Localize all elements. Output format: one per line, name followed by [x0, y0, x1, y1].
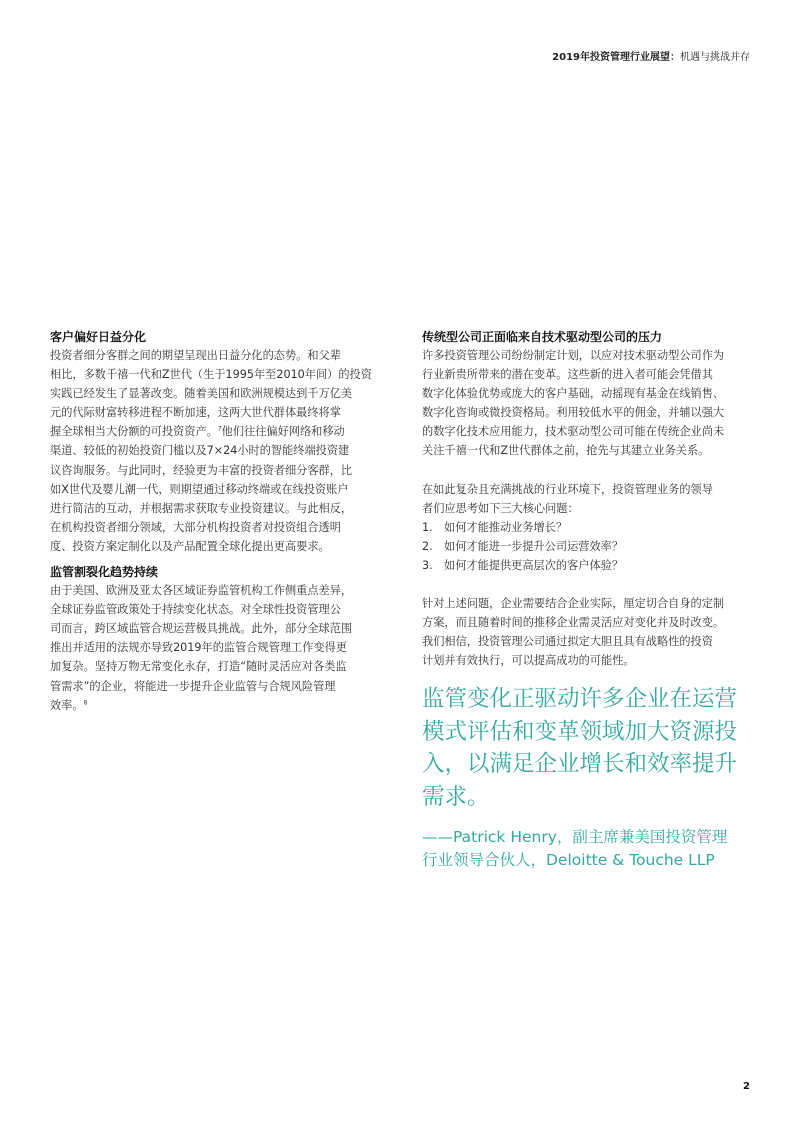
paragraph-line: 渠道、较低的初始投资门槛以及7×24小时的智能终端投资建	[50, 444, 350, 458]
list-item	[422, 556, 752, 575]
pull-quote	[422, 683, 762, 813]
spacer	[50, 556, 380, 563]
paragraph-line: 方案，而且随着时间的推移企业需灵活应对变化并及时改变。	[422, 616, 725, 630]
pull-quote-line: 模式评估和变革领域加大资源投	[422, 718, 738, 745]
paragraph-line: 由于美国、欧洲及亚太各区域证券监管机构工作侧重点差异，	[50, 584, 353, 598]
attribution-line: 行业领导合伙人，Deloitte & Touche LLP	[422, 851, 715, 869]
paragraph-line: 关注千禧一代和Z世代群体之前，抢先与其建立业务关系。	[422, 444, 710, 458]
left-column	[50, 328, 380, 715]
paragraph-line: 加复杂。坚持万物无常变化永存，打造“随时灵活应对各类监	[50, 660, 347, 674]
paragraph-line: 者们应思考如下三大核心问题：	[422, 501, 579, 515]
client-preference-paragraph	[50, 346, 380, 556]
report-subtitle: 机遇与挑战并存	[680, 52, 750, 63]
paragraph-line: 许多投资管理公司纷纷制定计划，以应对技术驱动型公司作为	[422, 349, 725, 362]
attribution-line: ——Patrick Henry，副主席兼美国投资管理	[422, 828, 728, 846]
paragraph-line: 管需求”的企业，将能进一步提升企业监管与合规风险管理	[50, 679, 336, 693]
pull-quote-line: 需求。	[422, 783, 490, 810]
list-item-number: 3.	[422, 558, 433, 572]
paragraph-line: 针对上述问题，企业需要结合企业实际，厘定切合自身的定制	[422, 597, 725, 611]
list-item-text: 如何才能推动业务增长？	[444, 520, 568, 534]
paragraph-line: 元的代际财富转移进程不断加速，这两大世代群体最终将掌	[50, 406, 341, 420]
pull-quote-line: 监管变化正驱动许多企业在运营	[422, 686, 738, 712]
spacer	[422, 461, 752, 480]
paragraph-line: 司而言，跨区域监管合规运营极具挑战。此外，部分全球范围	[50, 622, 353, 636]
paragraph-line: 我们相信，投资管理公司通过拟定大胆且具有战略性的投资	[422, 635, 713, 649]
running-header	[552, 48, 750, 63]
paragraph-line: 他们往往偏好网络和移动	[221, 425, 345, 439]
section-heading-tech-pressure: 传统型公司正面临来自技术驱动型公司的压力	[422, 330, 663, 344]
section-heading-client-preference: 客户偏好日益分化	[50, 330, 147, 344]
paragraph-line: 投资者细分客群之间的期望呈现出日益分化的态势。和父辈	[50, 349, 341, 362]
regulation-paragraph	[50, 581, 380, 715]
paragraph-line: 的数字化技术应用能力，技术驱动型公司可能在传统企业尚未	[422, 425, 725, 439]
list-item	[422, 518, 752, 537]
spacer	[422, 575, 752, 594]
paragraph-line: 在如此复杂且充满挑战的行业环境下，投资管理业务的领导	[422, 482, 713, 496]
list-item	[422, 537, 752, 556]
list-item-number: 2.	[422, 539, 433, 553]
footnote-ref[interactable]: 7	[217, 425, 222, 433]
paragraph-line: 实践已经发生了显著改变。随着美国和欧洲规模达到千万亿美	[50, 387, 353, 401]
paragraph-line: 握全球相当大份额的可投资资产。	[50, 425, 218, 439]
paragraph-line: 数字化体验优势或庞大的客户基础，动摇现有基金在线销售、	[422, 387, 725, 401]
conclusion-paragraph	[422, 594, 752, 670]
paragraph-line: 议咨询服务。与此同时，经验更为丰富的投资者细分客群，比	[50, 463, 353, 477]
paragraph-line: 全球证券监管政策处于持续变化状态。对全球性投资管理公	[50, 603, 341, 617]
quote-attribution	[422, 826, 772, 872]
tech-pressure-paragraph	[422, 346, 752, 461]
paragraph-line: 在机构投资者细分领域，大部分机构投资者对投资组合透明	[50, 520, 341, 534]
footnote-ref[interactable]: 8	[83, 698, 88, 706]
list-item-text: 如何才能提供更高层次的客户体验？	[444, 558, 624, 572]
paragraph-line: 行业新贵所带来的潜在变革。这些新的进入者可能会凭借其	[422, 368, 713, 382]
section-heading-regulation: 监管割裂化趋势持续	[50, 565, 159, 580]
list-item-text: 如何才能进一步提升公司运营效率？	[444, 539, 624, 553]
right-column	[422, 328, 752, 670]
paragraph-line: 数字化咨询或微投资格局。利用较低水平的佣金，并辅以强大	[422, 406, 725, 420]
paragraph-line: 度、投资方案定制化以及产品配置全球化提出更高要求。	[50, 539, 330, 553]
paragraph-line: 相比，多数千禧一代和Z世代（生于1995年至2010年间）的投资	[50, 368, 372, 382]
report-title: 2019年投资管理行业展望：	[552, 52, 680, 63]
page-number: 2	[743, 1081, 750, 1092]
questions-intro-paragraph	[422, 480, 752, 518]
paragraph-line: 进行简洁的互动，并根据需求获取专业投资建议。与此相反，	[50, 501, 353, 515]
list-item-number: 1.	[422, 520, 433, 534]
paragraph-line: 推出并适用的法规亦导致2019年的监管合规管理工作变得更	[50, 641, 347, 655]
core-questions-list	[422, 518, 752, 575]
paragraph-line: 如X世代及婴儿潮一代，则期望通过移动终端或在线投资账户	[50, 482, 349, 496]
paragraph-line: 效率。	[50, 698, 84, 712]
paragraph-line: 计划并有效执行，可以提高成功的可能性。	[422, 654, 635, 668]
pull-quote-line: 入，以满足企业增长和效率提升	[422, 751, 738, 777]
